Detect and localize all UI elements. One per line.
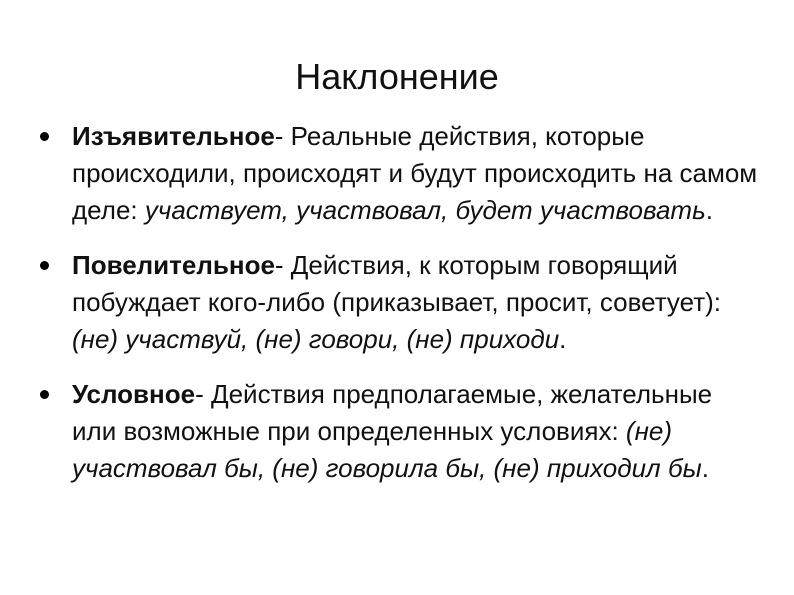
term-conditional: Условное [72, 379, 196, 409]
bullet-icon [40, 132, 49, 141]
definition-imperative: - Действия, к которым говорящий побуждает кого-либо (приказывает, просит, советует): [72, 250, 721, 317]
mood-list [40, 118, 760, 505]
period-conditional: . [701, 453, 709, 483]
examples-imperative: (не) участвуй, (не) говори, (не) приходи [72, 324, 560, 354]
list-item-imperative [40, 247, 760, 358]
examples-conditional: (не) участвовал бы, (не) говорила бы, (не) приходил бы [72, 416, 702, 483]
definition-indicative: - Реальные действия, которые происходили, происходят и будут происходить на самом деле: [72, 121, 758, 225]
period-imperative: . [559, 324, 567, 354]
list-item-conditional [40, 376, 760, 487]
term-imperative: Повелительное [72, 250, 275, 280]
slide-title [0, 55, 794, 99]
definition-conditional: - Действия предполагаемые, желательные или возможные при определенных условиях: [72, 379, 713, 446]
bullet-icon [40, 390, 49, 399]
period-indicative: . [705, 195, 713, 225]
list-item-indicative [40, 118, 760, 229]
bullet-icon [40, 261, 49, 270]
term-indicative: Изъявительное [72, 121, 275, 151]
examples-indicative: участвует, участвовал, будет участвовать [144, 195, 706, 225]
slide-title-text: Наклонение [295, 56, 499, 97]
